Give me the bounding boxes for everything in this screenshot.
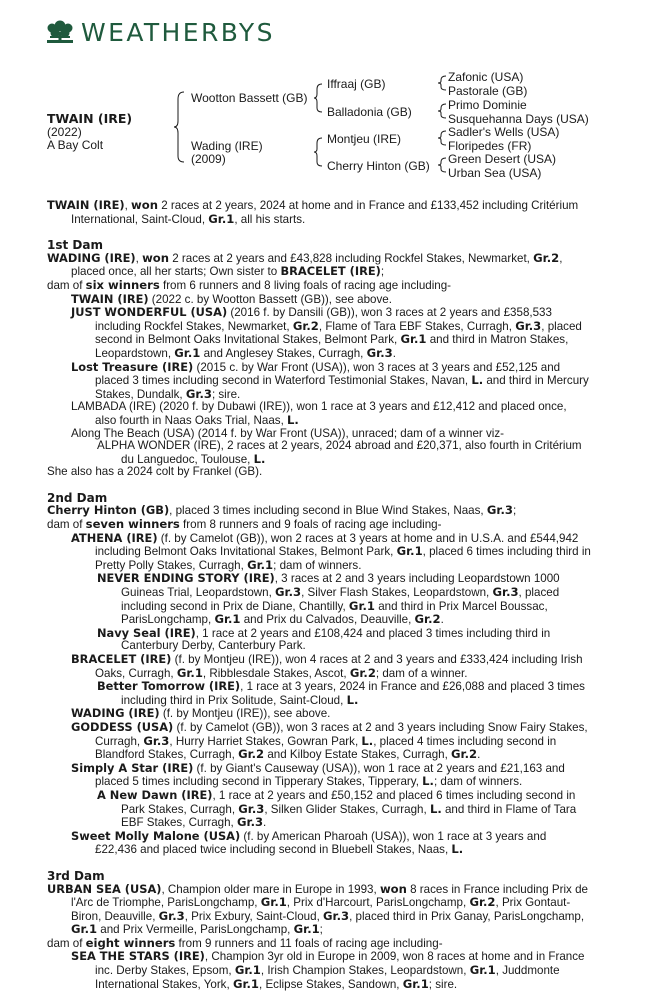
grade-label: Gr.2 <box>238 747 265 762</box>
sire-dam: Balladonia (GB) <box>327 105 412 119</box>
dss-name: Sadler's Wells (USA) <box>448 125 560 139</box>
produce-just-wonderful <box>47 306 591 360</box>
grade-label: Gr.1 <box>214 612 241 627</box>
ddd-name: Urban Sea (USA) <box>448 166 542 180</box>
text: from 9 runners and 11 foals of racing age including- <box>175 936 443 950</box>
text: ; <box>380 265 385 279</box>
first-dam-also-note: She also has a 2024 colt by Frankel (GB). <box>47 465 263 479</box>
horse-name: Better Tomorrow (IRE) <box>97 679 241 694</box>
text: , Eclipse Stakes, Sandown, <box>259 977 403 991</box>
grade-label: Gr.1 <box>400 332 427 347</box>
text: ; dam of winners. <box>273 558 362 572</box>
text: , placed second in Belmont Oaks Invitational Stakes, Belmont Park, <box>95 319 582 347</box>
grade-label: L. <box>471 373 484 388</box>
produce-lost-treasure <box>47 361 591 402</box>
text: , Hurry Harriet Stakes, Gowran Park, <box>169 734 362 748</box>
text: from 6 runners and 8 living foals of racing age including- <box>159 278 452 292</box>
produce-navy-seal <box>47 627 591 653</box>
grade-label: Gr.3 <box>486 503 513 518</box>
second-dam-produce-summary <box>47 518 591 532</box>
grade-label: L. <box>253 451 266 466</box>
horse-name: BRACELET (IRE) <box>71 652 172 666</box>
text: , 1 race at 3 years, 2024 in France and £26,088 and placed 3 times including third in Prix Solitude, Saint-Cloud, <box>121 680 585 707</box>
text: , Silver Flash Stakes, Leopardstown, <box>301 586 493 600</box>
text: 2 races at 2 years and £43,828 including Rockfel Stakes, Newmarket, <box>169 251 534 265</box>
text: , placed 4 times including second in Blandford Stakes, Curragh, <box>95 734 557 762</box>
dsd-name: Floripedes (FR) <box>448 139 532 153</box>
grade-label: Gr.1 <box>348 598 375 613</box>
text: , placed 6 times including third in Pretty Polly Stakes, Curragh, <box>95 545 591 572</box>
subject-name: TWAIN (IRE) <box>47 111 133 126</box>
pedigree-chart <box>0 0 650 190</box>
sire-name: Wootton Bassett (GB) <box>191 91 308 105</box>
grade-label: Gr.1 <box>260 895 287 910</box>
text: ; sire. <box>211 387 241 401</box>
text: ; <box>319 923 323 937</box>
text: and Prix Vermeille, ParisLongchamp, <box>97 923 294 937</box>
text: LAMBADA (IRE) (2020 f. by Dubawi (IRE)), won 1 race at 3 years and £12,412 and placed once, also fourth in Naas Oaks Trial, Naas, <box>71 400 567 427</box>
winners-count: six winners <box>85 277 160 292</box>
text: . <box>440 613 444 627</box>
produce-never-ending-story <box>47 572 591 626</box>
second-dam-heading: 2nd Dam <box>47 490 108 505</box>
horse-name: ATHENA (IRE) <box>71 530 158 545</box>
text: , Juddmonte International Stakes, York, <box>95 964 560 991</box>
text: ; dam of a winner. <box>375 666 468 680</box>
horse-name: JUST WONDERFUL (USA) <box>71 305 228 320</box>
grade-label: Gr.1 <box>174 345 201 360</box>
horse-name: WADING (IRE) <box>71 706 160 721</box>
horse-name: Sweet Molly Malone (USA) <box>71 828 241 843</box>
grade-label: L. <box>451 842 464 857</box>
text: . <box>392 346 396 360</box>
won-label: won <box>142 250 170 265</box>
produce-simply-a-star <box>47 762 591 789</box>
horse-name: Navy Seal (IRE) <box>97 625 196 640</box>
grade-label: Gr.3 <box>366 345 393 360</box>
text: , Prix d'Harcourt, ParisLongchamp, <box>286 896 470 910</box>
horse-name: BRACELET (IRE) <box>280 264 381 279</box>
text: (f. by Montjeu (IRE)), won 4 races at 2 and 3 years and £333,424 including Irish Oaks, Curragh, <box>95 653 583 680</box>
produce-wading <box>47 707 591 721</box>
produce-sea-the-stars <box>47 950 591 991</box>
horse-name: TWAIN (IRE) <box>47 198 125 212</box>
grade-label: Gr.2 <box>451 747 478 762</box>
horse-name: TWAIN (IRE) <box>71 291 149 306</box>
text: (2022 c. by Wootton Bassett (GB)), see above. <box>148 292 392 306</box>
grade-label: L. <box>361 733 374 748</box>
text: (f. by Giant's Causeway (USA)), won 1 race at 2 years and £21,163 and placed 5 times including second in Tipperary Stakes, Tipperary, <box>95 761 565 789</box>
grade-label: Gr.2 <box>469 895 496 910</box>
produce-lambada <box>47 401 591 427</box>
text: , Flame of Tara EBF Stakes, Curragh, <box>318 319 516 333</box>
third-dam-entry <box>47 883 591 937</box>
text: , Champion older mare in Europe in 1993, <box>161 882 380 896</box>
third-dam-heading: 3rd Dam <box>47 868 105 883</box>
horse-name: A New Dawn (IRE) <box>97 787 213 802</box>
text: ; sire. <box>428 977 458 991</box>
bracket-dam <box>314 138 322 166</box>
produce-a-new-dawn <box>47 789 591 830</box>
winners-count: seven winners <box>85 517 180 532</box>
bracket-dd <box>438 158 446 172</box>
text: , 1 race at 2 years and £108,424 and placed 3 times including third in Canterbury Derby, Canterbury Park. <box>121 626 551 653</box>
brand-name: WEATHERBYS <box>81 18 275 47</box>
text: (f. by Camelot (GB)), won 2 races at 3 years at home and in U.S.A. and £544,942 including Belmont Oaks Invitational Stakes, Belmont Park, <box>95 531 579 559</box>
sdd-name: Susquehanna Days (USA) <box>448 112 589 126</box>
second-dam-entry <box>47 504 591 518</box>
won-label: won <box>379 881 407 896</box>
text: , Prix Gontaut-Biron, Deauville, <box>71 896 571 923</box>
grade-label: Gr.2 <box>533 250 560 265</box>
grade-label: Gr.3 <box>185 386 212 401</box>
dam-year: (2009) <box>191 152 226 166</box>
text: dam of <box>47 278 86 292</box>
sds-name: Primo Dominie <box>448 98 527 112</box>
produce-alpha-wonder <box>47 440 591 466</box>
dds-name: Green Desert (USA) <box>448 152 557 166</box>
text: . <box>477 748 481 762</box>
text: (f. by American Pharoah (USA)), won 1 race at 3 years and £22,436 and placed twice including second in Bluebell Stakes, Naas, <box>95 829 547 857</box>
grade-label: Gr.1 <box>293 922 320 937</box>
text: ; dam of winners. <box>433 775 523 789</box>
text: , Ribblesdale Stakes, Ascot, <box>202 666 350 680</box>
grade-label: Gr.1 <box>176 665 203 680</box>
grade-label: Gr.3 <box>275 585 302 600</box>
text: , placed once, all her starts; Own sister to <box>71 251 563 279</box>
intro-paragraph: TWAIN (IRE), won 2 races at 2 years, 2024 at home and in France and £133,452 including Critérium International, Saint-Cloud, Gr.1, all his starts. <box>47 198 579 226</box>
intro-text: 2 races at 2 years, 2024 at home and in France and £133,452 including Critérium International, Saint-Cloud, <box>71 199 579 226</box>
grade-label: Gr.1 <box>247 557 274 572</box>
grade-label: Gr.3 <box>236 815 264 830</box>
horse-name: URBAN SEA (USA) <box>47 881 162 896</box>
subject-description: A Bay Colt <box>47 138 104 152</box>
grade-label: Gr.3 <box>515 318 542 333</box>
text: and Prix du Calvados, Deauville, <box>240 613 415 627</box>
text: from 8 runners and 9 foals of racing age including- <box>179 518 442 532</box>
produce-goddess <box>47 721 591 762</box>
third-dam-produce-summary <box>47 937 591 951</box>
grade-label: L. <box>429 801 442 816</box>
horse-name: NEVER ENDING STORY (IRE) <box>97 571 275 586</box>
produce-better-tomorrow <box>47 680 591 707</box>
sss-name: Zafonic (USA) <box>448 70 524 84</box>
intro-tail: , all his starts. <box>234 212 306 226</box>
text: , 3 races at 2 and 3 years including Leopardstown 1000 Guineas Trial, Leopardstown, <box>121 572 560 600</box>
bracket-ds <box>438 131 446 145</box>
first-dam-entry: WADING (IRE), won 2 races at 2 years and £43,828 including Rockfel Stakes, Newmarket, Gr.2, placed once, all her starts; Own sister to BRACELET (IRE); <box>47 250 563 279</box>
horse-name: Simply A Star (IRE) <box>71 760 194 775</box>
text: and Kilboy Estate Stakes, Curragh, <box>264 748 452 762</box>
text: , placed 3 times including second in Blue Wind Stakes, Naas, <box>169 504 487 518</box>
grade-label: L. <box>346 692 359 707</box>
grade-label: Gr.2 <box>349 665 376 680</box>
produce-sweet-molly-malone <box>47 830 591 857</box>
grade-label: Gr.3 <box>492 585 519 600</box>
text: dam of <box>47 518 86 532</box>
text: ALPHA WONDER (IRE), 2 races at 2 years, 2024 abroad and £20,371, also fourth in Critérium du Languedoc, Toulouse, <box>97 439 582 466</box>
text: ; <box>512 504 517 518</box>
first-dam-heading: 1st Dam <box>47 238 103 253</box>
grade-label: L. <box>287 412 299 427</box>
text: 8 races in France including Prix de l'Arc de Triomphe, ParisLongchamp, <box>71 882 588 910</box>
catalogue-page-text <box>47 199 591 991</box>
text: , Irish Champion Stakes, Leopardstown, <box>260 964 470 978</box>
horse-name: Lost Treasure (IRE) <box>71 359 194 374</box>
grade-label: Gr.1 <box>208 211 235 226</box>
winners-count: eight winners <box>85 935 176 950</box>
text: (2016 f. by Dansili (GB)), won 3 races at 2 years and £358,533 including Rockfel Stakes, Newmarket, <box>95 306 552 333</box>
grade-label: Gr.3 <box>158 908 185 923</box>
grade-label: Gr.3 <box>323 908 350 923</box>
text: dam of <box>47 936 86 950</box>
text: , Prix Exbury, Saint-Cloud, <box>184 909 324 923</box>
text: (2015 c. by War Front (USA)), won 3 races at 3 years and £52,125 and placed 3 times including second in Waterford Testimonial Stakes, Navan, <box>95 360 561 388</box>
text: , placed third in Prix Ganay, ParisLongchamp, <box>349 909 585 923</box>
text: and third in Flame of Tara EBF Stakes, Curragh, <box>121 802 577 830</box>
grade-label: L. <box>422 774 434 789</box>
bracket-sire <box>314 84 322 112</box>
horse-name: WADING (IRE) <box>47 250 136 265</box>
grade-label: Gr.1 <box>402 976 429 991</box>
produce-twain <box>47 293 591 307</box>
horse-name: GODDESS (USA) <box>71 719 174 734</box>
text: , 1 race at 2 years and £50,152 and placed 6 times including second in Park Stakes, Curragh, <box>121 788 576 816</box>
text: . <box>263 816 267 830</box>
grade-label: Gr.1 <box>396 544 423 559</box>
subject-year: (2022) <box>47 125 82 139</box>
grade-label: Gr.3 <box>238 801 265 816</box>
grade-label: Gr.1 <box>234 963 261 978</box>
grade-label: Gr.2 <box>292 318 319 333</box>
won-label: won <box>131 198 158 212</box>
dam-dam: Cherry Hinton (GB) <box>327 159 430 173</box>
dam-sire: Montjeu (IRE) <box>327 132 402 146</box>
text: , placed including second in Prix de Diane, Chantilly, <box>121 586 560 613</box>
horse-name: SEA THE STARS (IRE) <box>71 949 205 964</box>
grade-label: Gr.3 <box>143 733 170 748</box>
text: and Anglesey Stakes, Curragh, <box>200 346 367 360</box>
text: , Champion 3yr old in Europe in 2009, won 8 races at home and in France inc. Derby Stakes, Epsom, <box>95 950 585 978</box>
text: Along The Beach (USA) (2014 f. by War Front (USA)), unraced; dam of a winner viz- <box>71 426 505 440</box>
first-dam-produce-summary <box>47 279 591 293</box>
ssd-name: Pastorale (GB) <box>448 84 528 98</box>
bracket-subject <box>174 92 184 162</box>
text: and third in Prix Marcel Boussac, ParisLongchamp, <box>121 599 548 627</box>
text: and third in Matron Stakes, Leopardstown, <box>95 333 569 360</box>
produce-bracelet <box>47 653 591 680</box>
grade-label: Gr.1 <box>71 922 98 937</box>
produce-athena <box>47 532 591 573</box>
text: (f. by Camelot (GB)), won 3 races at 2 and 3 years including Snow Fairy Stakes, Curragh, <box>95 720 588 748</box>
grade-label: Gr.1 <box>232 976 259 991</box>
dam-name: Wading (IRE) <box>191 139 263 153</box>
horse-name: Cherry Hinton (GB) <box>47 503 170 518</box>
bracket-sd <box>438 104 446 118</box>
grade-label: Gr.1 <box>469 963 496 978</box>
text: (f. by Montjeu (IRE)), see above. <box>159 707 331 721</box>
text: , Silken Glider Stakes, Curragh, <box>264 802 430 816</box>
text: and third in Mercury Stakes, Dundalk, <box>95 374 589 401</box>
grade-label: Gr.2 <box>414 612 441 627</box>
bracket-ss <box>438 76 446 90</box>
sire-sire: Iffraaj (GB) <box>327 77 386 91</box>
